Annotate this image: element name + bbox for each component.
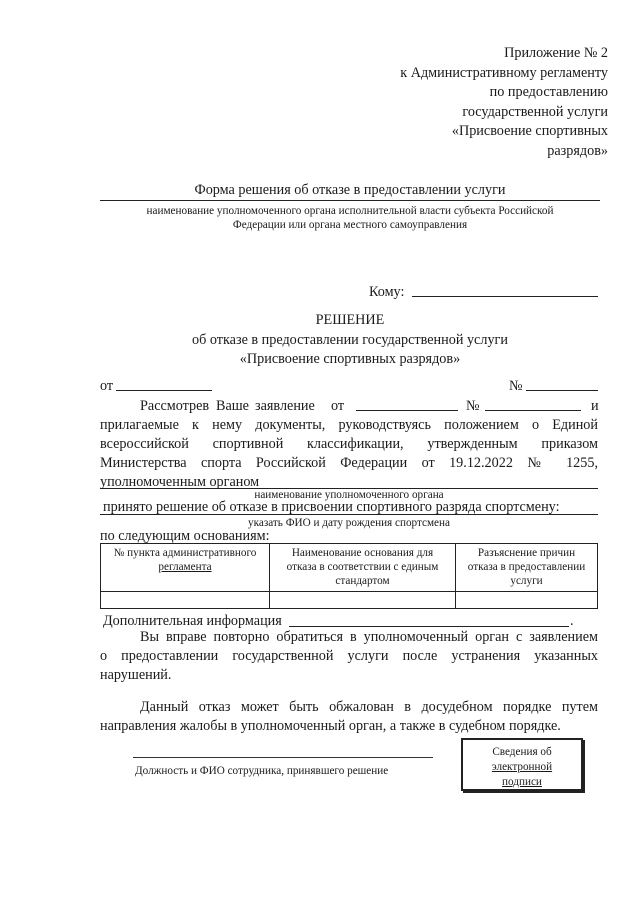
col-header-reason-l3: услуги — [510, 575, 543, 587]
from-label: от — [100, 378, 114, 394]
p1-line-2: прилагаемые к нему документы, руководствуясь положением о Единой — [100, 417, 598, 433]
authority-line — [100, 200, 600, 201]
signer-caption: Должность и ФИО сотрудника, принявшего решение — [135, 765, 389, 777]
p1-word-3: заявление — [255, 398, 315, 414]
application-date-field[interactable] — [356, 410, 458, 411]
reapply-line-1: Вы вправе повторно обратиться в уполномоченный орган с заявлением — [140, 629, 598, 645]
p1-line-5 — [100, 462, 260, 490]
decision-heading: РЕШЕНИЕ — [315, 312, 385, 328]
number-label: № — [509, 378, 523, 394]
appeal-line-2: направления жалобы в уполномоченный орган, а также в судебном порядке. — [100, 718, 561, 734]
p1-line-3: всероссийской спортивной классификации, утвержденным приказом — [100, 436, 598, 452]
athlete-field[interactable] — [100, 514, 598, 515]
decision-subtitle-1: об отказе в предоставлении государственной услуги — [192, 332, 508, 348]
appendix-header — [308, 44, 608, 161]
p1-number-label: № — [466, 398, 480, 414]
grounds-label: по следующим основаниям: — [100, 528, 270, 544]
table-row — [101, 592, 598, 609]
p1-line-5-text: уполномоченным органом — [100, 474, 260, 490]
col-header-ground — [270, 544, 456, 592]
appendix-line-2: к Административному регламенту — [400, 64, 608, 81]
decision-statement: принято решение об отказе в присвоении спортивного разряда спортсмену: — [103, 499, 560, 515]
col-header-clause-l2: регламента — [158, 561, 212, 573]
authority-name-caption: наименование уполномоченного органа — [254, 489, 444, 501]
table-cell-reason[interactable] — [456, 592, 598, 609]
signer-line[interactable] — [133, 757, 433, 758]
decision-date-field[interactable] — [116, 390, 212, 391]
col-header-clause-l1: № пункта административного — [113, 547, 257, 559]
decision-subtitle-2: «Присвоение спортивных разрядов» — [239, 351, 461, 367]
sig-line-1: Сведения об — [492, 746, 552, 758]
sig-line-2: электронной — [491, 761, 553, 773]
extra-info-label: Дополнительная информация — [103, 613, 282, 629]
authority-caption-1: наименование уполномоченного органа исполнительной власти субъекта Российской — [146, 205, 554, 217]
p1-word-and: и — [591, 398, 599, 414]
col-header-clause — [101, 544, 270, 592]
appendix-line-5: «Присвоение спортивных — [451, 123, 608, 139]
recipient-field[interactable] — [412, 296, 598, 297]
col-header-ground-l1: Наименование основания для — [291, 547, 434, 559]
decision-number-field[interactable] — [526, 390, 598, 391]
col-header-ground-l2: отказа в соответствии с единым — [286, 561, 439, 573]
appeal-line-1: Данный отказ может быть обжалован в досудебном порядке путем — [140, 699, 598, 715]
table-header-row — [101, 544, 598, 592]
col-header-reason — [456, 544, 598, 592]
form-title: Форма решения об отказе в предоставлении услуги — [194, 182, 506, 198]
athlete-caption: указать ФИО и дату рождения спортсмена — [248, 517, 450, 529]
sig-line-3: подписи — [502, 776, 542, 788]
table-cell-clause[interactable] — [101, 592, 270, 609]
recipient-label: Кому: — [369, 284, 405, 300]
reapply-line-2: о предоставлении государственной услуги после устранения указанных — [100, 648, 598, 664]
col-header-reason-l1: Разъяснение причин — [477, 547, 576, 559]
p1-word-1: Рассмотрев — [140, 398, 210, 414]
appendix-line-3: по предоставлению — [489, 84, 608, 100]
appendix-line-4: государственной услуги — [462, 103, 608, 120]
reapply-line-3: нарушений. — [100, 667, 172, 683]
grounds-table — [100, 543, 598, 609]
appendix-line-6: разрядов» — [547, 142, 608, 159]
col-header-ground-l3: стандартом — [335, 575, 390, 587]
extra-info-field[interactable] — [289, 626, 569, 627]
e-signature-box — [461, 738, 583, 791]
p1-word-4: от — [331, 398, 345, 414]
extra-info-period: . — [570, 613, 574, 629]
appendix-line-1: Приложение № 2 — [504, 45, 608, 61]
authority-caption-2: Федерации или органа местного самоуправления — [232, 219, 468, 231]
p1-line-4: Министерства спорта Российской Федерации от 19.12.2022 № 1255, — [100, 455, 598, 471]
table-cell-ground[interactable] — [270, 592, 456, 609]
application-number-field[interactable] — [485, 410, 581, 411]
p1-word-2: Ваше — [216, 398, 249, 414]
col-header-reason-l2: отказа в предоставлении — [467, 561, 586, 573]
